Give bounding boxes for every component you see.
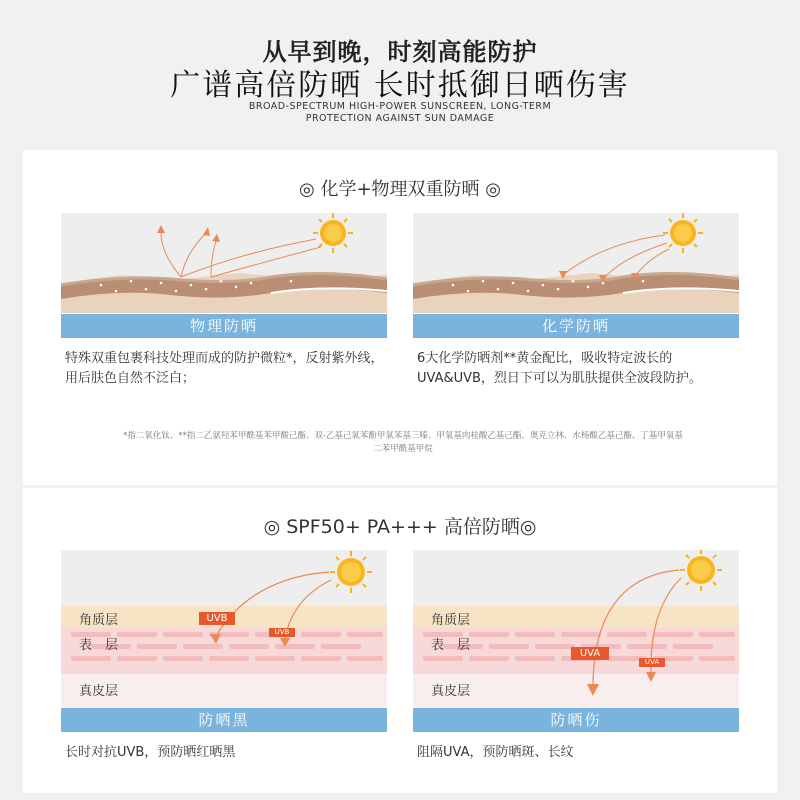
layer-epidermis: 表 层 xyxy=(431,638,471,653)
spf-card xyxy=(23,488,777,793)
desc-physical: 特殊双重包裹科技处理而成的防护微粒*，反射紫外线，用后肤色自然不泛白； xyxy=(65,351,384,386)
chemical-absorption-illustration xyxy=(413,213,739,313)
section-title-spf: ◎ SPF50+ PA+++ 高倍防晒◎ xyxy=(263,516,537,538)
uvb-panel xyxy=(61,550,387,760)
page-header xyxy=(0,0,800,150)
label-physical: 物理防晒 xyxy=(61,314,387,338)
physical-reflection-illustration xyxy=(61,213,387,313)
section-title-dual: ◎ 化学+物理双重防晒 ◎ xyxy=(299,179,501,200)
chemical-sunscreen-panel xyxy=(413,213,739,386)
desc-chemical: 6大化学防晒剂**黄金配比，吸收特定波长的UVA&UVB，烈日下可以为肌肤提供全波段防护。 xyxy=(417,351,702,386)
layer-stratum-corneum: 角质层 xyxy=(79,613,119,628)
layer-dermis: 真皮层 xyxy=(79,684,119,699)
uva-badge: UVA xyxy=(571,647,609,660)
layer-stratum-corneum: 角质层 xyxy=(431,613,471,628)
desc-anti-tanning: 长时对抗UVB，预防晒红晒黑 xyxy=(65,745,236,760)
headline-english: BROAD-SPECTRUM HIGH-POWER SUNSCREEN, LONG-TERM PROTECTION AGAINST SUN DAMAGE xyxy=(248,101,552,124)
label-anti-tanning: 防晒黑 xyxy=(61,708,387,732)
layer-epidermis: 表 层 xyxy=(79,638,119,653)
ingredient-footnote: *指二氧化钛、**指二乙氨羟苯甲酰基苯甲酸己酯、双-乙基己氧苯酚甲氧苯基三嗪、甲氧基肉桂酸乙基己酯、奥克立林、水杨酸乙基己酯、丁基甲氧基二苯甲酰基甲烷 xyxy=(123,431,683,454)
label-anti-sunburn: 防晒伤 xyxy=(413,708,739,732)
uvb-badge: UVB xyxy=(199,612,235,625)
uva-badge-small: UVA xyxy=(639,658,665,667)
layer-dermis: 真皮层 xyxy=(431,684,471,699)
uvb-badge-small: UVB xyxy=(269,628,295,637)
label-chemical: 化学防晒 xyxy=(413,314,739,338)
dual-sunscreen-card xyxy=(23,150,777,485)
headline-main: 广谱高倍防晒 长时抵御日晒伤害 xyxy=(170,68,630,103)
uva-panel xyxy=(413,550,739,760)
headline-top: 从早到晚，时刻高能防护 xyxy=(262,38,538,66)
physical-sunscreen-panel xyxy=(61,213,387,386)
desc-anti-sunburn: 阻隔UVA，预防晒斑、长纹 xyxy=(417,745,574,760)
